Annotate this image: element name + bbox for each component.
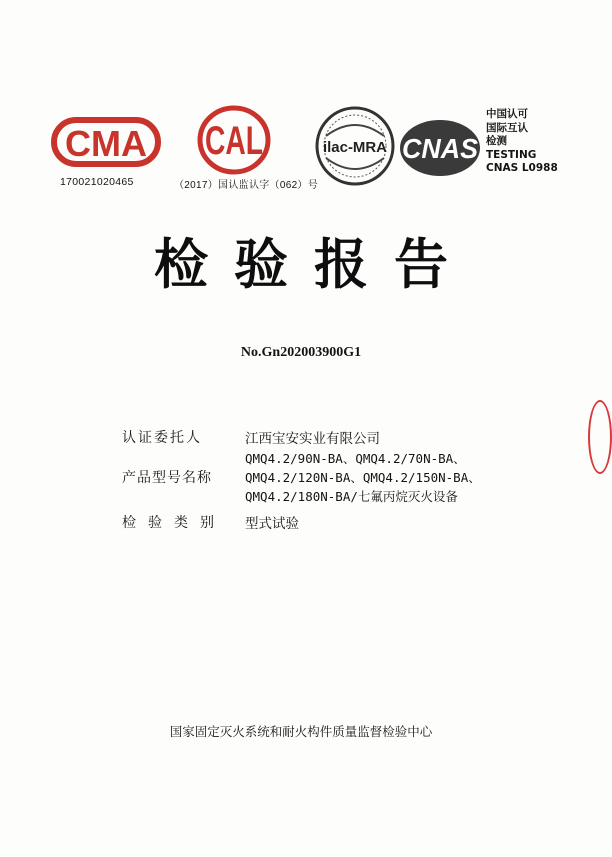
product-label: 产品型号名称 [122, 470, 212, 486]
cma-logo-mark: CMA [65, 123, 147, 164]
product-line-3: QMQ4.2/180N-BA/七氟丙烷灭火设备 [245, 489, 458, 504]
cal-number: （2017）国认监认字（062）号 [174, 180, 319, 191]
client-label: 认证委托人 [122, 430, 202, 446]
seal-stamp-icon [588, 400, 612, 474]
cnas-line-2: 国际互认 [486, 121, 528, 134]
page-title: 检验报告 [154, 233, 474, 296]
issuing-institution: 国家固定灭火系统和耐火构件质量监督检验中心 [169, 724, 433, 739]
test-type-value: 型式试验 [245, 516, 299, 532]
cma-number: 170021020465 [60, 176, 134, 188]
product-value [245, 449, 481, 506]
cnas-line-1: 中国认可 [486, 108, 528, 120]
cal-logo-mark: CAL [205, 119, 263, 163]
product-line-2: QMQ4.2/120N-BA、QMQ4.2/150N-BA、 [245, 470, 481, 485]
ilac-mra-mark: ilac-MRA [323, 139, 388, 156]
cnas-line-5: CNAS L0988 [486, 162, 558, 174]
cnas-line-4: TESTING [486, 148, 537, 161]
client-value: 江西宝安实业有限公司 [245, 431, 380, 447]
report-number: No.Gn202003900G1 [240, 345, 362, 360]
cnas-line-3: 检测 [486, 135, 507, 147]
test-type-label: 检验类别 [122, 515, 226, 531]
cnas-logo-mark: CNAS [402, 133, 479, 164]
product-line-1: QMQ4.2/90N-BA、QMQ4.2/70N-BA、 [245, 451, 466, 466]
